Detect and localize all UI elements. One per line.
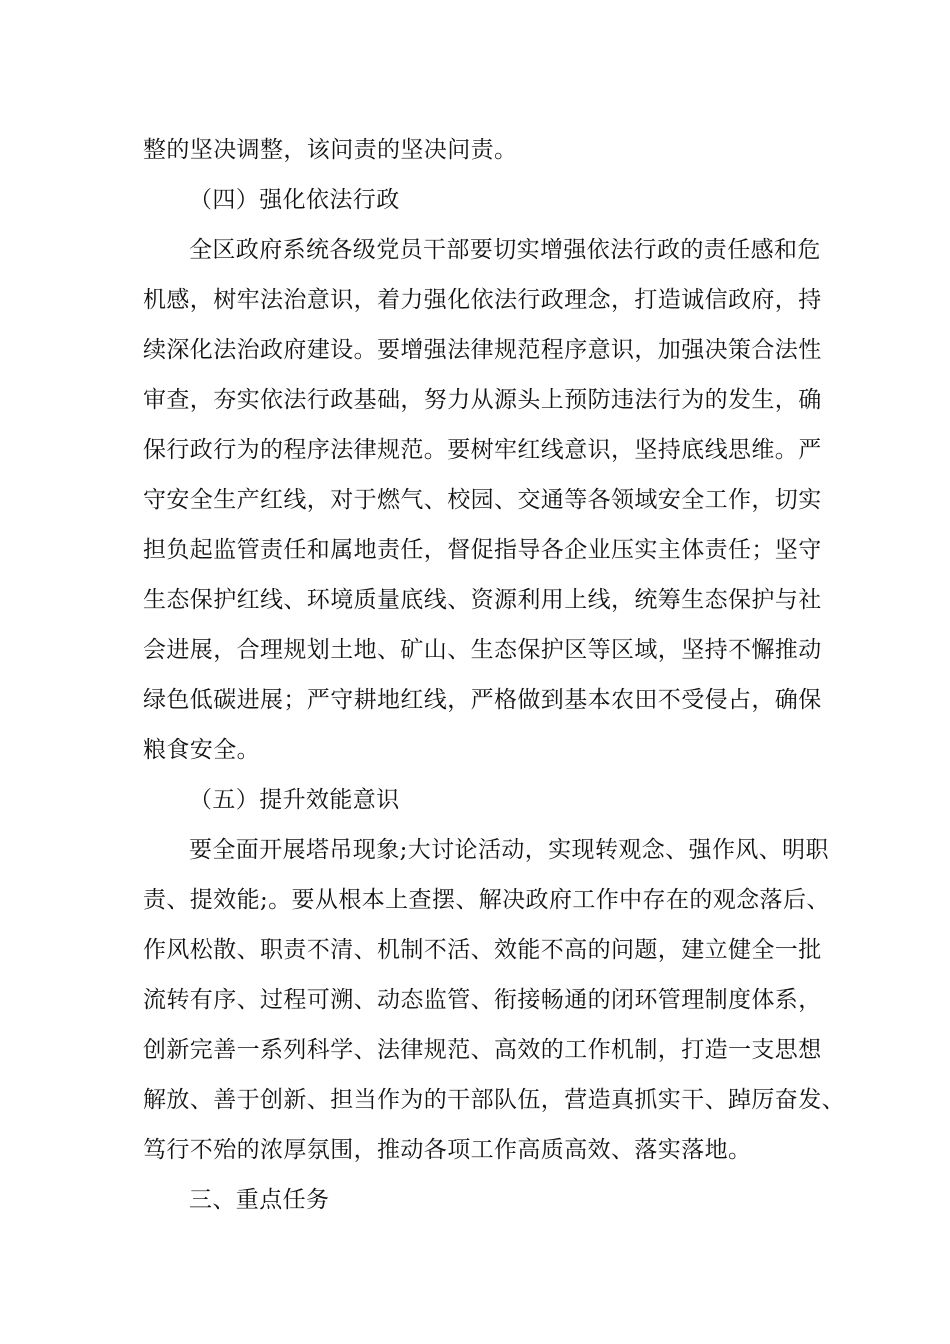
paragraph-line: 全区政府系统各级党员干部要切实增强依法行政的责任感和危 [189, 237, 821, 263]
paragraph-line: 解放、善于创新、担当作为的干部队伍，营造真抓实干、踔厉奋发、 [143, 1087, 845, 1113]
paragraph-line: 守安全生产红线，对于燃气、校园、交通等各领域安全工作，切实 [143, 487, 822, 513]
paragraph-line: 机感，树牢法治意识，着力强化依法行政理念，打造诚信政府，持 [143, 287, 822, 313]
paragraph-line: 审查，夯实依法行政基础，努力从源头上预防违法行为的发生，确 [143, 387, 822, 413]
paragraph-line: 保行政行为的程序法律规范。要树牢红线意识，坚持底线思维。严 [143, 437, 822, 463]
paragraph-line: 笃行不殆的浓厚氛围，推动各项工作高质高效、落实落地。 [143, 1137, 752, 1163]
section-heading-4: （四）强化依法行政 [189, 187, 400, 213]
paragraph-line: 责、提效能;。要从根本上查摆、解决政府工作中存在的观念落后、 [143, 887, 830, 913]
paragraph-line: 绿色低碳进展；严守耕地红线，严格做到基本农田不受侵占，确保 [143, 687, 822, 713]
paragraph-line: 作风松散、职责不清、机制不活、效能不高的问题，建立健全一批 [143, 937, 822, 963]
paragraph-line: 担负起监管责任和属地责任，督促指导各企业压实主体责任；坚守 [143, 537, 822, 563]
section-heading-5: （五）提升效能意识 [189, 787, 400, 813]
paragraph-line: 会进展，合理规划土地、矿山、生态保护区等区域，坚持不懈推动 [143, 637, 822, 663]
section-heading-3: 三、重点任务 [189, 1187, 330, 1213]
paragraph-line: 生态保护红线、环境质量底线、资源利用上线，统筹生态保护与社 [143, 587, 822, 613]
paragraph-line: 要全面开展塔吊现象;大讨论活动，实现转观念、强作风、明职 [189, 837, 829, 863]
paragraph-line: 流转有序、过程可溯、动态监管、衔接畅通的闭环管理制度体系， [143, 987, 822, 1013]
paragraph-line: 续深化法治政府建设。要增强法律规范程序意识，加强决策合法性 [143, 337, 822, 363]
paragraph-line: 粮食安全。 [143, 737, 260, 763]
paragraph-line: 整的坚决调整，该问责的坚决问责。 [143, 137, 518, 163]
paragraph-line: 创新完善一系列科学、法律规范、高效的工作机制，打造一支思想 [143, 1037, 822, 1063]
